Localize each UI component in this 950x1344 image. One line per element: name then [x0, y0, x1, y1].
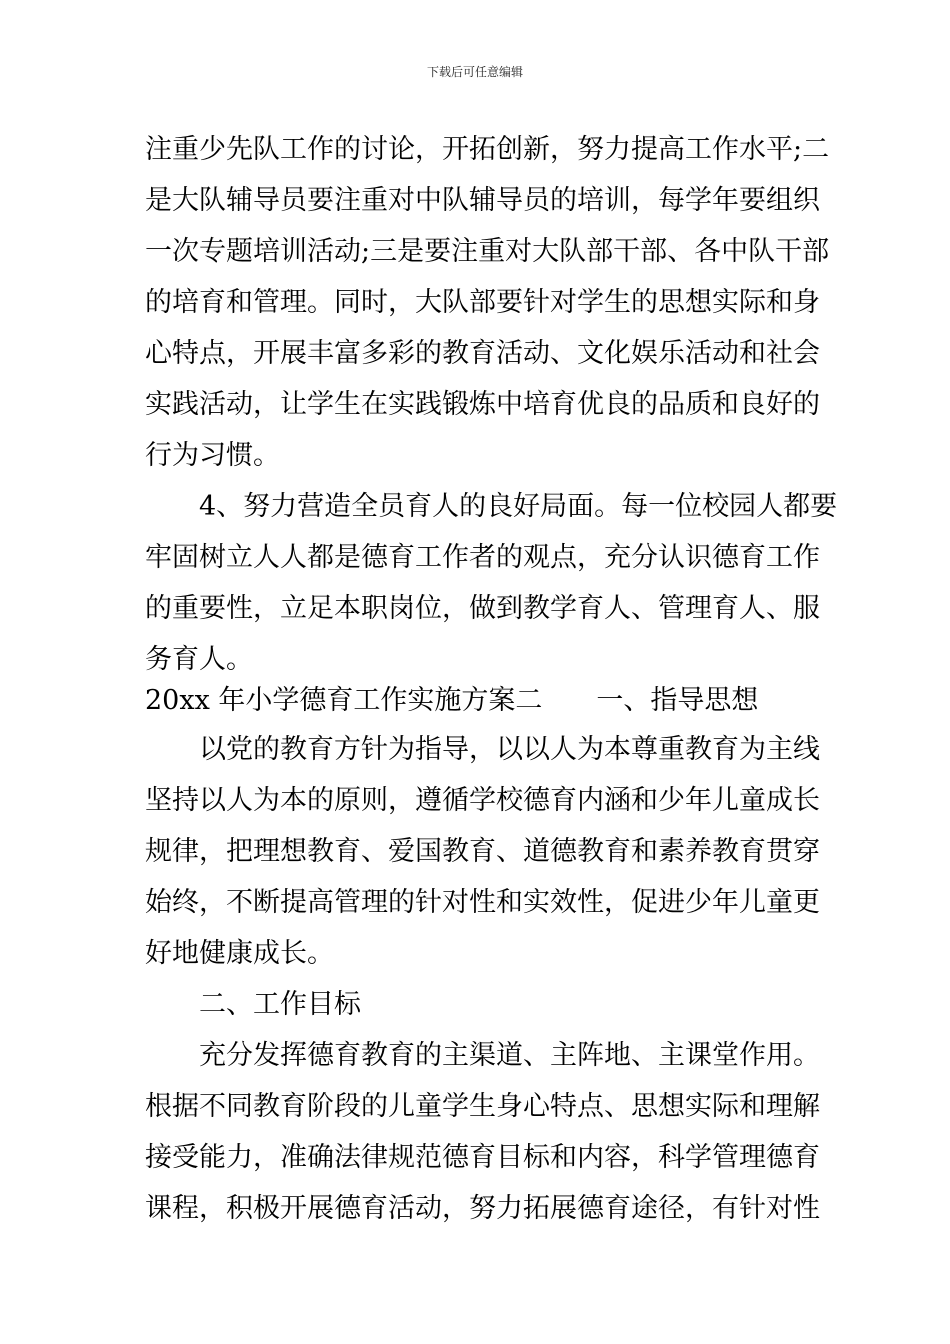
text-line: 接受能力，准确法律规范德育目标和内容，科学管理德育 [145, 1142, 820, 1173]
page-header: 下载后可任意编辑 [426, 65, 523, 79]
text-line: 注重少先队工作的讨论，开拓创新，努力提高工作水平;二 [145, 134, 830, 165]
text-line: 始终，不断提高管理的针对性和实效性，促进少年儿童更 [145, 887, 820, 918]
text-line: 规律，把理想教育、爱国教育、道德教育和素养教育贯穿 [145, 836, 820, 867]
text-line: 是大队辅导员要注重对中队辅导员的培训，每学年要组织 [145, 185, 820, 216]
text-line: 行为习惯。 [145, 440, 280, 471]
section-heading: 二、工作目标 [145, 989, 361, 1020]
text-line: 充分发挥德育教育的主渠道、主阵地、主课堂作用。 [145, 1040, 820, 1071]
text-line: 以党的教育方针为指导，以以人为本尊重教育为主线 [145, 734, 820, 765]
text-line: 实践活动，让学生在实践锻炼中培育优良的品质和良好的 [145, 389, 820, 420]
text-line: 的培育和管理。同时，大队部要针对学生的思想实际和身 [145, 287, 820, 318]
text-line: 务育人。 [145, 644, 253, 675]
text-line: 根据不同教育阶段的儿童学生身心特点、思想实际和理解 [145, 1091, 820, 1122]
text-line: 一次专题培训活动;三是要注重对大队部干部、各中队干部 [145, 236, 830, 267]
text-line: 课程，积极开展德育活动，努力拓展德育途径，有针对性 [145, 1193, 820, 1224]
text-line: 牢固树立人人都是德育工作者的观点，充分认识德育工作 [145, 542, 820, 573]
text-line: 4、努力营造全员育人的良好局面。每一位校园人都要 [145, 491, 838, 522]
text-line: 坚持以人为本的原则，遵循学校德育内涵和少年儿童成长 [145, 785, 820, 816]
text-line: 好地健康成长。 [145, 938, 334, 969]
text-line: 心特点，开展丰富多彩的教育活动、文化娱乐活动和社会 [145, 338, 820, 369]
text-line: 的重要性，立足本职岗位，做到教学育人、管理育人、服 [145, 593, 820, 624]
section-heading: 20xx 年小学德育工作实施方案二 一、指导思想 [145, 685, 759, 716]
